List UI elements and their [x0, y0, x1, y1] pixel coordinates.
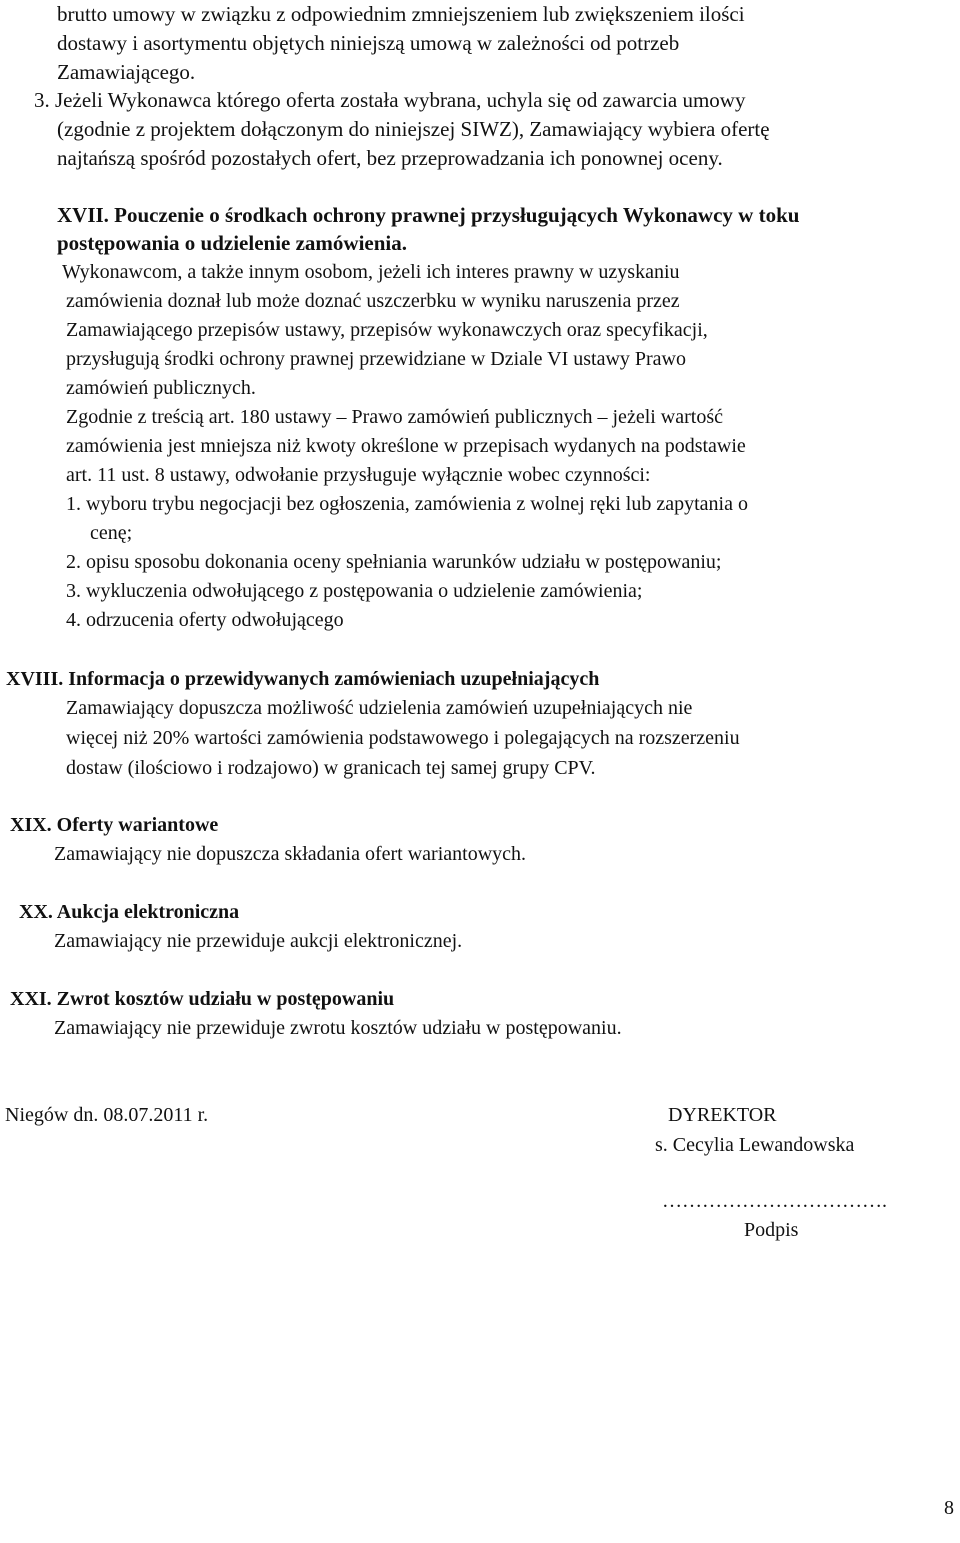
section-xxi-heading: XXI. Zwrot kosztów udziału w postępowaniu [10, 988, 395, 1010]
intro-line-1: brutto umowy w związku z odpowiednim zmniejszeniem lub zwiększeniem ilości [57, 2, 745, 26]
section-xvii-body-7: zamówienia jest mniejsza niż kwoty określone w przepisach wydanych na podstawie [66, 435, 746, 457]
section-xviii-title: Informacja o przewidywanych zamówieniach uzupełniających [68, 668, 600, 690]
section-xviii-body-2: więcej niż 20% wartości zamówienia podstawowego i polegających na rozszerzeniu [66, 727, 740, 749]
section-xvii-list-item-2: 2. opisu sposobu dokonania oceny spełniania warunków udziału w postępowaniu; [66, 551, 722, 573]
intro-line-3: Zamawiającego. [57, 60, 196, 84]
section-xvii-body-3: Zamawiającego przepisów ustawy, przepisów wykonawczych oraz specyfikacji, [66, 319, 708, 341]
section-xvii-body-5: zamówień publicznych. [66, 377, 256, 399]
section-xvii-list-item-1: 1. wyboru trybu negocjacji bez ogłoszenia, zamówienia z wolnej ręki lub zapytania o [66, 493, 748, 515]
point3-line-2: (zgodnie z projektem dołączonym do niniejszej SIWZ), Zamawiający wybiera ofertę [57, 117, 770, 141]
signature-label: Podpis [744, 1219, 799, 1241]
section-xviii-body-3: dostaw (ilościowo i rodzajowo) w granicach tej samej grupy CPV. [66, 757, 596, 779]
intro-line-2: dostawy i asortymentu objętych niniejszą umową w zależności od potrzeb [57, 31, 680, 55]
section-xvii-body-2: zamówienia doznał lub może doznać uszczerbku w wyniku naruszenia przez [66, 290, 680, 312]
section-xx-body: Zamawiający nie przewiduje aukcji elektronicznej. [54, 930, 463, 952]
point3-line-3: najtańszą spośród pozostałych ofert, bez przeprowadzania ich ponownej oceny. [57, 146, 723, 170]
section-xvii-heading-2: postępowania o udzielenie zamówienia. [57, 231, 407, 255]
section-xix-body: Zamawiający nie dopuszcza składania ofert wariantowych. [54, 843, 527, 865]
place-date: Niegów dn. 08.07.2011 r. [5, 1104, 209, 1126]
signatory-name: s. Cecylia Lewandowska [655, 1134, 855, 1156]
section-xix-heading: XIX. Oferty wariantowe [10, 814, 219, 836]
section-xviii-number: XVIII. [6, 668, 64, 690]
section-xviii-body-1: Zamawiający dopuszcza możliwość udzielenia zamówień uzupełniających nie [66, 697, 693, 719]
section-xvii-body-1: Wykonawcom, a także innym osobom, jeżeli ich interes prawny w uzyskaniu [62, 261, 680, 283]
section-xx-heading: XX. Aukcja elektroniczna [19, 901, 240, 923]
page-number: 8 [944, 1497, 954, 1519]
section-xvii-body-6: Zgodnie z treścią art. 180 ustawy – Prawo zamówień publicznych – jeżeli wartość [66, 406, 724, 428]
section-xvii-body-8: art. 11 ust. 8 ustawy, odwołanie przysługuje wyłącznie wobec czynności: [66, 464, 651, 486]
section-xvii-list-item-4: 4. odrzucenia oferty odwołującego [66, 609, 344, 631]
section-xviii-heading [6, 668, 599, 691]
section-xvii-list-item-3: 3. wykluczenia odwołującego z postępowania o udzielenie zamówienia; [66, 580, 643, 602]
section-xxi-body: Zamawiający nie przewiduje zwrotu kosztów udziału w postępowaniu. [54, 1017, 622, 1039]
section-xvii-list-item-1-cont: cenę; [90, 522, 133, 544]
signature-dots: ……………………………. [662, 1190, 887, 1212]
section-xvii-heading-1: XVII. Pouczenie o środkach ochrony prawnej przysługujących Wykonawcy w toku [57, 203, 800, 227]
signatory-role: DYREKTOR [668, 1104, 777, 1126]
point3-line-1: 3. Jeżeli Wykonawca którego oferta została wybrana, uchyla się od zawarcia umowy [34, 88, 746, 112]
section-xvii-body-4: przysługują środki ochrony prawnej przewidziane w Dziale VI ustawy Prawo [66, 348, 686, 370]
